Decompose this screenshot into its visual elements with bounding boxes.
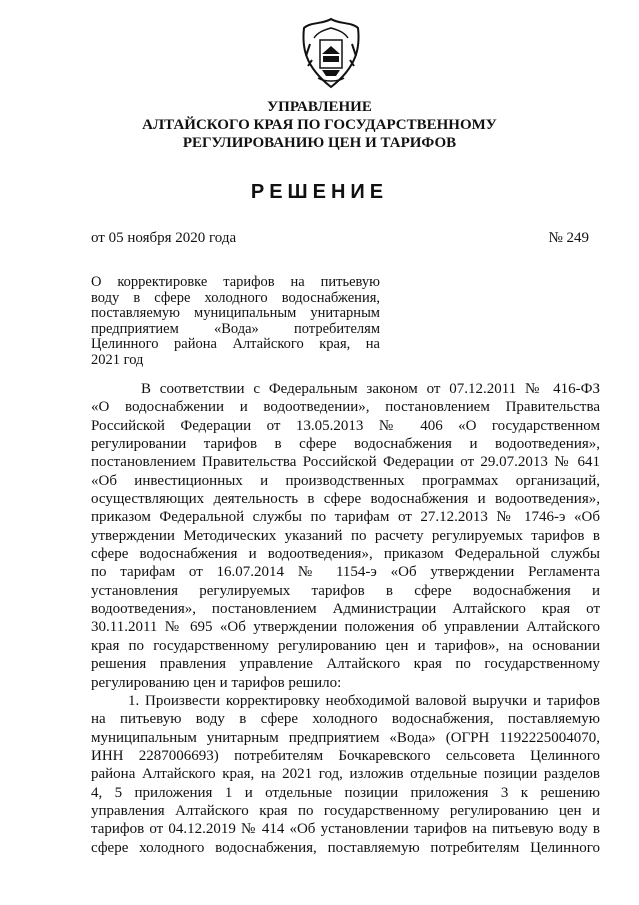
body-line: регулированию цен и тарифов решило: — [91, 674, 342, 691]
body-line: 1. Произвести корректировку необходимой валовой выручки и тарифов — [128, 692, 600, 709]
subject-line: предприятием «Вода» потребителям — [91, 320, 380, 337]
header-line-1: УПРАВЛЕНИЕ — [267, 99, 372, 115]
body-line: Российской Федерации от 13.05.2013 № 406 «О государственном — [91, 417, 600, 434]
body-line: ИНН 2287006693) потребителям Бочкаревского сельсовета Целинного — [91, 747, 600, 764]
body-line: района Алтайского края, на 2021 год, изложив отдельные позиции разделов — [91, 766, 600, 783]
document-title: РЕШЕНИЕ — [250, 181, 389, 203]
body-line: приказом Федеральной службы по тарифам от 27.12.2013 № 1746-э «Об — [91, 509, 600, 526]
body-line: решения правления управление Алтайского края по государственному — [91, 656, 600, 673]
body-line: водоотведения», постановлением Администрации Алтайского края от — [91, 601, 600, 618]
body-line: на питьевую воду в сфере холодного водоснабжения, поставляемую — [91, 711, 600, 728]
header-line-2: АЛТАЙСКОГО КРАЯ ПО ГОСУДАРСТВЕННОМУ — [142, 117, 497, 133]
subject-line: Целинного района Алтайского края, на — [91, 336, 380, 352]
body-line: края по государственному регулированию цен и тарифов», на основании — [91, 637, 600, 654]
coat-of-arms-emblem — [300, 16, 362, 90]
body-line: утверждении Методических указаний по расчету регулируемых тарифов в — [91, 527, 600, 544]
decision-date: от 05 ноября 2020 года — [91, 230, 237, 246]
body-line: 4, 5 приложения 1 и отдельные позиции приложения 3 к решению — [91, 784, 600, 801]
decision-subject — [91, 275, 380, 368]
body-line: постановлением Правительства Российской Федерации от 29.07.2013 № 641 — [91, 454, 600, 471]
body-line: «О водоснабжении и водоотведении», постановлением Правительства — [91, 399, 600, 416]
subject-line: воду в сфере холодного водоснабжения, — [91, 289, 380, 306]
header-line-3: РЕГУЛИРОВАНИЮ ЦЕН И ТАРИФОВ — [182, 135, 457, 151]
decision-number: № 249 — [548, 230, 589, 246]
body-line: 30.11.2011 № 695 «Об утверждении положения об управлении Алтайского — [91, 619, 600, 636]
body-line: установления регулируемых тарифов в сфере водоснабжения и — [91, 582, 600, 599]
body-line: по тарифам от 16.07.2014 № 1154-э «Об утверждении Регламента — [91, 564, 600, 581]
body-line: В соответствии с Федеральным законом от 07.12.2011 № 416-ФЗ — [141, 381, 600, 397]
body-line: «Об инвестиционных и производственных программах организаций, — [91, 472, 600, 489]
body-line: регулировании тарифов в сфере водоснабжения и водоотведения», — [91, 436, 600, 453]
body-line: муниципальным унитарным предприятием «Вода» (ОГРН 1192225004070, — [91, 729, 600, 746]
subject-line: поставляемую муниципальным унитарным — [91, 305, 380, 321]
body-line: тарифов от 04.12.2019 № 414 «Об установлении тарифов на питьевую воду в — [91, 821, 600, 838]
body-line: сфере холодного водоснабжения, поставляемую потребителям Целинного — [91, 839, 600, 856]
decision-body — [91, 380, 600, 857]
subject-line: О корректировке тарифов на питьевую — [91, 274, 380, 290]
body-line: сфере водоснабжения и водоотведения», приказом Федеральной службы — [91, 546, 600, 563]
body-line: управления Алтайского края по государственному регулированию цен и — [91, 802, 600, 819]
body-line: осуществляющих деятельность в сфере водоснабжения и водоотведения», — [91, 491, 600, 508]
subject-line: 2021 год — [91, 351, 144, 368]
